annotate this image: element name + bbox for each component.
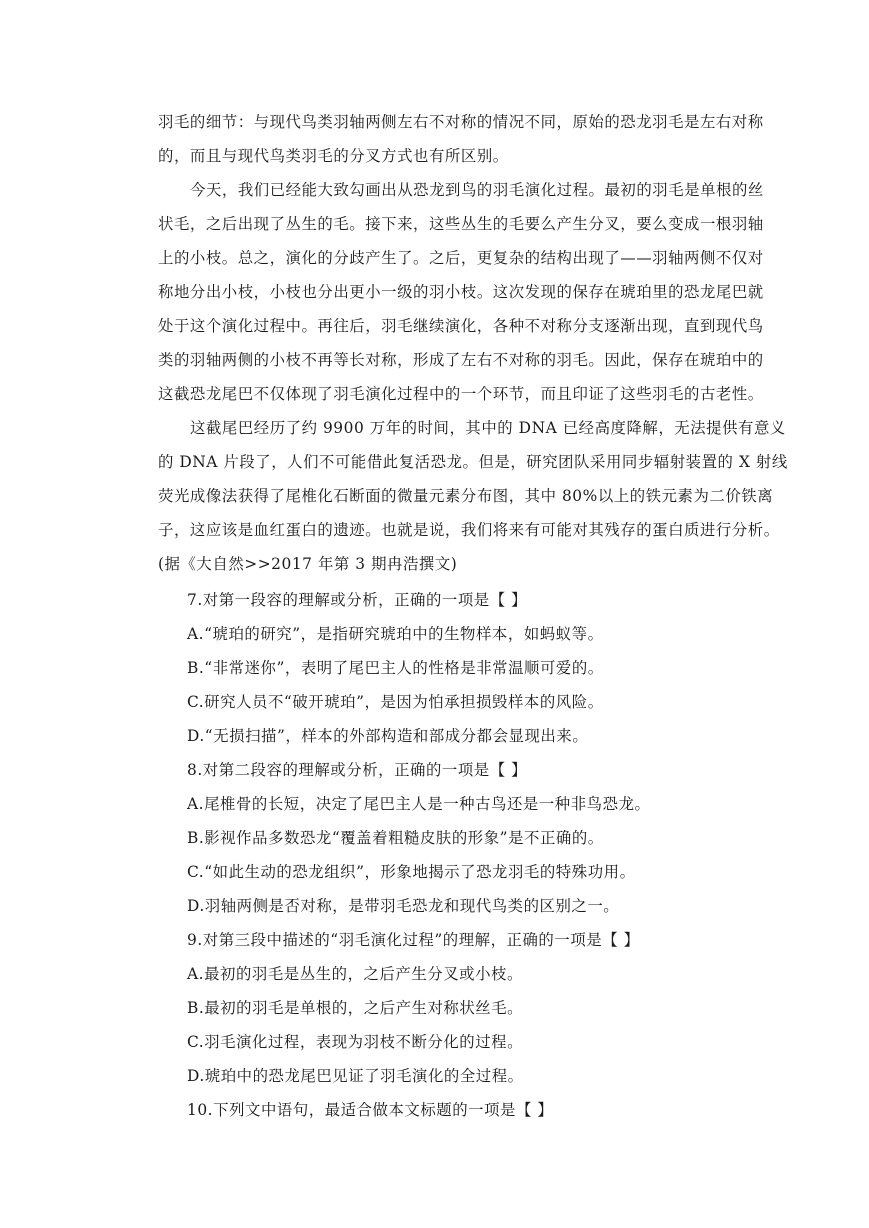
question-stem: 10.下列文中语句，最适合做本文标题的一项是【 】 [187,1101,554,1119]
option-a: A.尾椎骨的长短，决定了尾巴主人是一种古鸟还是一种非鸟恐龙。 [187,795,651,813]
option-d: D.“无损扫描”，样本的外部构造和部成分都会显现出来。 [187,727,589,745]
passage-line: 类的羽轴两侧的小枝不再等长对称，形成了左右不对称的羽毛。因此，保存在琥珀中的 [158,351,764,369]
passage-line: 上的小枝。总之，演化的分歧产生了。之后，更复杂的结构出现了——羽轴两侧不仅对 [158,249,764,267]
question-stem: 7.对第一段容的理解或分析，正确的一项是【 】 [187,591,528,609]
option-a: A.“琥珀的研究”，是指研究琥珀中的生物样本，如蚂蚁等。 [187,625,604,643]
source-citation: (据《大自然>>2017 年第 3 期冉浩撰文) [158,555,458,573]
passage-line: 称地分出小枝，小枝也分出更小一级的羽小枝。这次发现的保存在琥珀里的恐龙尾巴就 [158,283,764,301]
passage-line: 这截恐龙尾巴不仅体现了羽毛演化过程中的一个环节，而且印证了这些羽毛的古老性。 [158,385,764,403]
passage-line: 子，这应该是血红蛋白的遗迹。也就是说，我们将来有可能对其残存的蛋白质进行分析。 [158,521,780,539]
passage-line: 状毛，之后出现了丛生的毛。接下来，这些丛生的毛要么产生分叉，要么变成一根羽轴 [158,215,764,233]
option-a: A.最初的羽毛是丛生的，之后产生分叉或小枝。 [187,965,523,983]
option-c: C.“如此生动的恐龙组织”，形象地揭示了恐龙羽毛的特殊功用。 [187,863,636,881]
option-b: B.最初的羽毛是单根的，之后产生对称状丝毛。 [187,999,524,1017]
question-stem: 9.对第三段中描述的“羽毛演化过程”的理解，正确的一项是【 】 [187,931,640,949]
passage-line: 今天，我们已经能大致勾画出从恐龙到鸟的羽毛演化过程。最初的羽毛是单根的丝 [190,181,764,199]
passage-line: 处于这个演化过程中。再往后，羽毛继续演化，各种不对称分支逐渐出现，直到现代鸟 [158,317,764,335]
passage-line: 这截尾巴经历了约 9900 万年的时间，其中的 DNA 已经高度降解，无法提供有意义 [190,419,786,437]
passage-line: 荧光成像法获得了尾椎化石断面的微量元素分布图，其中 80%以上的铁元素为二价铁离 [158,487,774,505]
passage-line: 羽毛的细节：与现代鸟类羽轴两侧左右不对称的情况不同，原始的恐龙羽毛是左右对称 [158,113,764,131]
passage-line: 的 DNA 片段了，人们不可能借此复活恐龙。但是，研究团队采用同步辐射装置的 X 射线 [158,453,788,471]
option-d: D.羽轴两侧是否对称，是带羽毛恐龙和现代鸟类的区别之一。 [187,897,620,915]
option-b: B.影视作品多数恐龙“覆盖着粗糙皮肤的形象”是不正确的。 [187,829,604,847]
option-c: C.羽毛演化过程，表现为羽枝不断分化的过程。 [187,1033,524,1051]
question-stem: 8.对第二段容的理解或分析，正确的一项是【 】 [187,761,528,779]
passage-line: 的，而且与现代鸟类羽毛的分叉方式也有所区别。 [158,147,509,165]
option-d: D.琥珀中的恐龙尾巴见证了羽毛演化的全过程。 [187,1067,524,1085]
option-b: B.“非常迷你”，表明了尾巴主人的性格是非常温顺可爱的。 [187,659,604,677]
option-c: C.研究人员不“破开琥珀”，是因为怕承担损毁样本的风险。 [187,693,604,711]
